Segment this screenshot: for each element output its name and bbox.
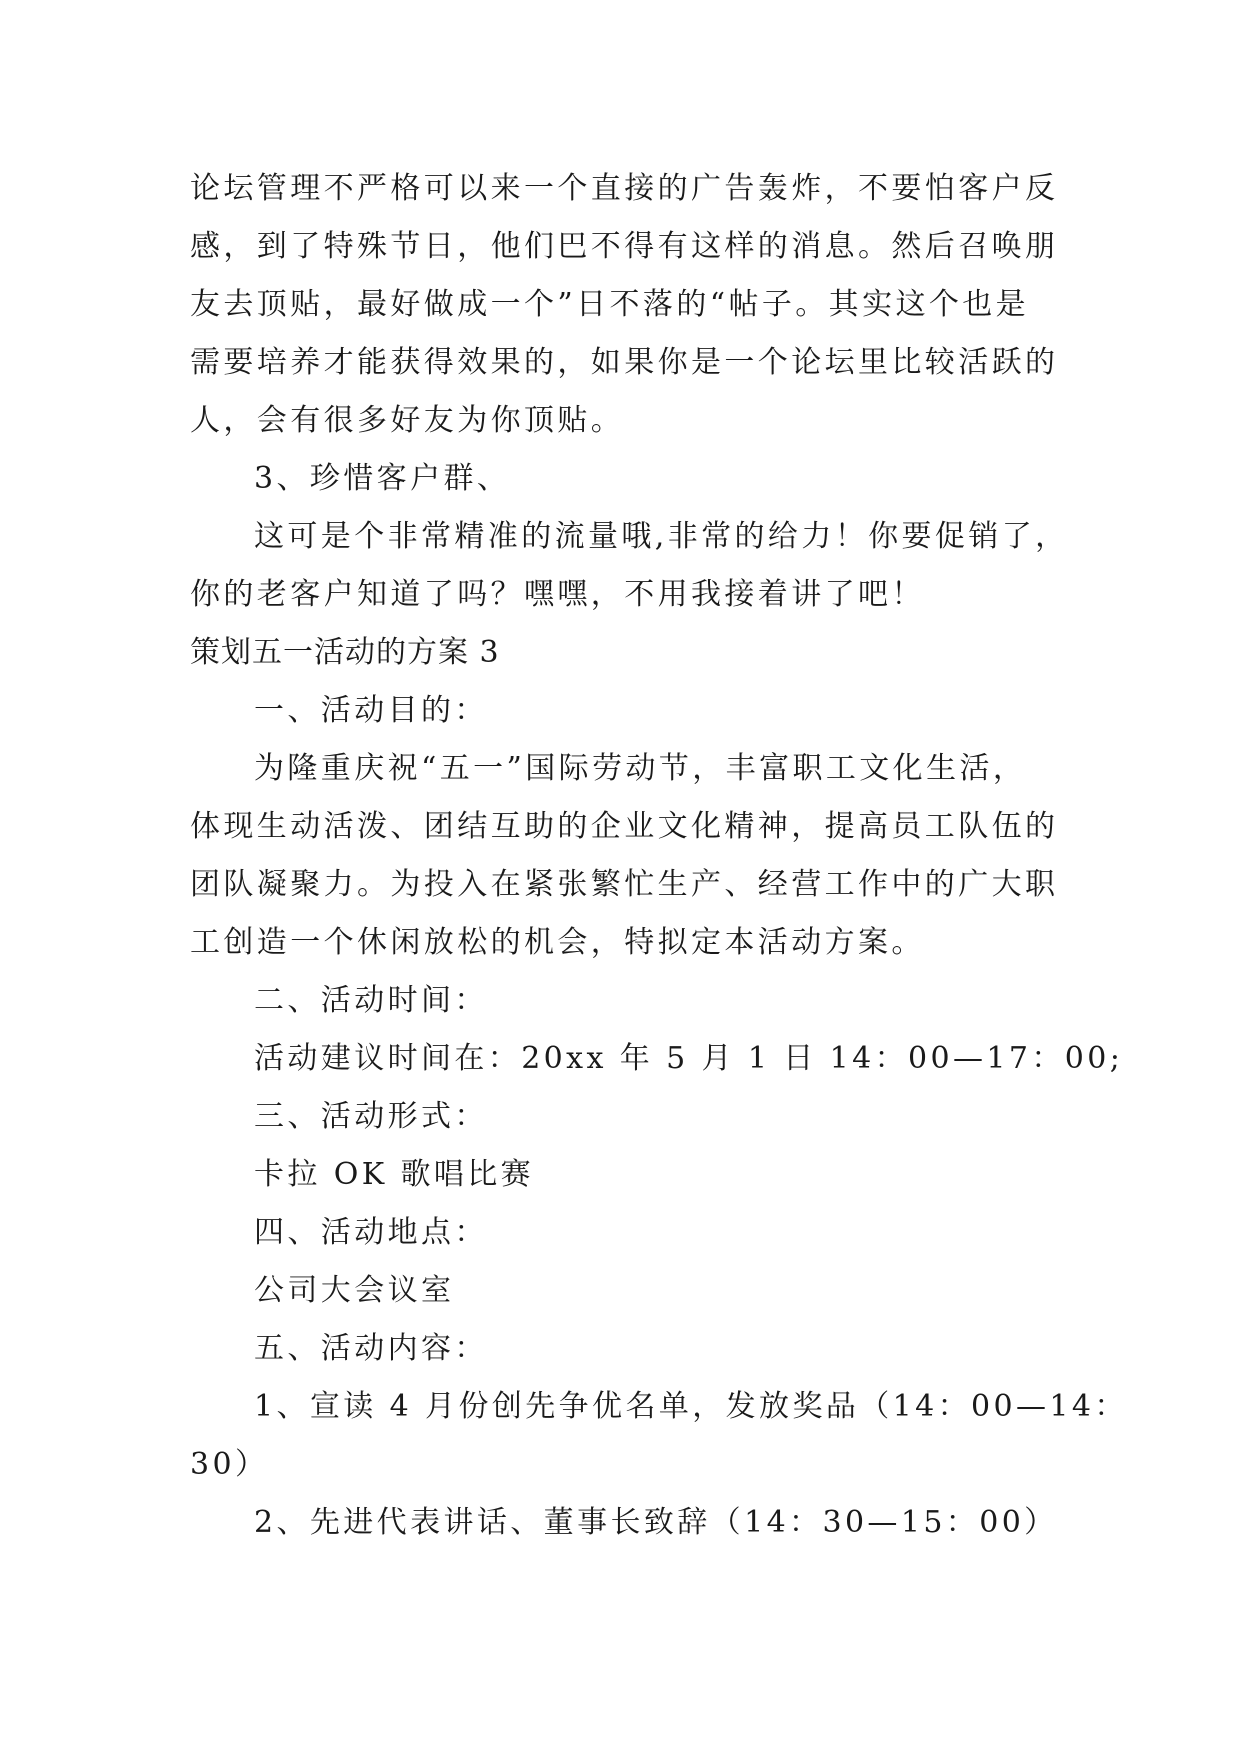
paragraph-line: 需要培养才能获得效果的，如果你是一个论坛里比较活跃的 xyxy=(190,345,1059,380)
document-body xyxy=(190,160,1128,1552)
paragraph-line: 人，会有很多好友为你顶贴。 xyxy=(190,403,625,438)
list-item-heading: 3、珍惜客户群、 xyxy=(254,461,511,496)
paragraph-line: 活动建议时间在：20xx 年 5 月 1 日 14：00—17：00; xyxy=(254,1041,1124,1076)
section-heading: 四、活动地点： xyxy=(254,1215,488,1250)
paragraph-line: 工创造一个休闲放松的机会，特拟定本活动方案。 xyxy=(190,925,925,960)
paragraph-line: 论坛管理不严格可以来一个直接的广告轰炸，不要怕客户反 xyxy=(190,171,1059,206)
list-item-continuation: 30） xyxy=(190,1447,269,1482)
paragraph-line: 感，到了特殊节日，他们巴不得有这样的消息。然后召唤朋 xyxy=(190,229,1059,264)
section-title: 策划五一活动的方案 3 xyxy=(190,635,500,670)
paragraph-line: 为隆重庆祝“五一”国际劳动节，丰富职工文化生活， xyxy=(254,751,1027,786)
paragraph-line: 团队凝聚力。为投入在紧张繁忙生产、经营工作中的广大职 xyxy=(190,867,1059,902)
paragraph-line: 友去顶贴，最好做成一个”日不落的“帖子。其实这个也是 xyxy=(190,287,1030,322)
section-heading: 三、活动形式： xyxy=(254,1099,488,1134)
section-heading: 五、活动内容： xyxy=(254,1331,488,1366)
paragraph-line: 卡拉 OK 歌唱比赛 xyxy=(254,1157,535,1192)
paragraph-line: 这可是个非常精准的流量哦,非常的给力！你要促销了， xyxy=(254,519,1069,554)
section-heading: 一、活动目的： xyxy=(254,693,488,728)
section-heading: 二、活动时间： xyxy=(254,983,488,1018)
paragraph-line: 体现生动活泼、团结互助的企业文化精神，提高员工队伍的 xyxy=(190,809,1059,844)
list-item: 2、先进代表讲话、董事长致辞（14：30—15：00） xyxy=(254,1505,1058,1540)
paragraph-line: 公司大会议室 xyxy=(254,1273,455,1308)
list-item: 1、宣读 4 月份创先争优名单，发放奖品（14：00—14： xyxy=(254,1389,1128,1424)
paragraph-line: 你的老客户知道了吗？嘿嘿，不用我接着讲了吧！ xyxy=(190,577,925,612)
